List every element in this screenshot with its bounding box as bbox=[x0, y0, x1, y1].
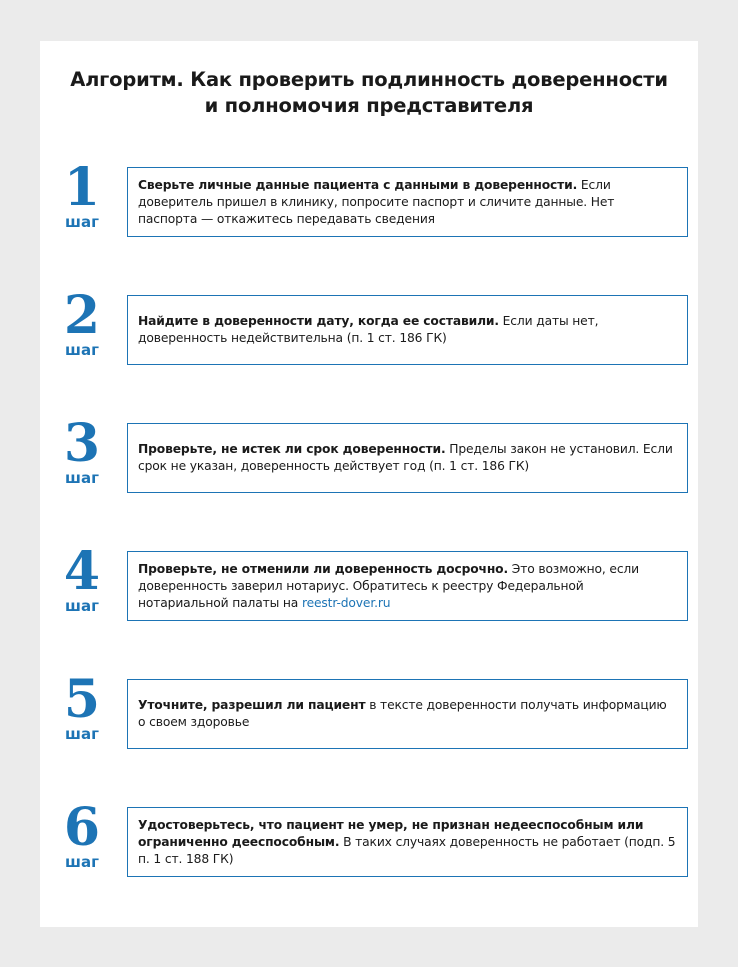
step-text bbox=[138, 817, 677, 868]
step-word: шаг bbox=[65, 853, 99, 871]
step-bold-text: Найдите в доверенности дату, когда ее составили. bbox=[138, 314, 499, 328]
step-4 bbox=[40, 541, 698, 623]
step-word: шаг bbox=[65, 725, 99, 743]
step-number: 4 bbox=[63, 541, 101, 602]
step-word: шаг bbox=[65, 469, 99, 487]
step-number: 1 bbox=[63, 157, 101, 218]
step-word: шаг bbox=[65, 341, 99, 359]
step-3 bbox=[40, 413, 698, 495]
step-bold-text: Проверьте, не отменили ли доверенность досрочно. bbox=[138, 561, 508, 576]
step-label bbox=[56, 797, 108, 871]
step-1 bbox=[40, 157, 698, 239]
step-box bbox=[127, 167, 688, 237]
title-line-1: Алгоритм. Как проверить подлинность доверенности bbox=[70, 68, 668, 91]
step-label bbox=[56, 285, 108, 359]
step-body-text: Если даты нет, доверенность недействительна (п. 1 ст. 186 ГК) bbox=[138, 314, 599, 345]
step-box bbox=[127, 423, 688, 493]
step-number: 5 bbox=[63, 669, 101, 730]
step-text bbox=[138, 441, 677, 475]
step-number: 6 bbox=[63, 797, 101, 858]
step-number: 3 bbox=[63, 413, 101, 474]
step-body-text: в тексте доверенности получать информацию о своем здоровье bbox=[138, 698, 667, 729]
step-2 bbox=[40, 285, 698, 367]
step-box bbox=[127, 295, 688, 365]
title-line-2: и полномочия представителя bbox=[204, 94, 534, 117]
step-word: шаг bbox=[65, 213, 99, 231]
step-label bbox=[56, 157, 108, 231]
step-body-text: В таких случаях доверенность не работает (подп. 5 п. 1 ст. 188 ГК) bbox=[138, 834, 676, 866]
step-6 bbox=[40, 797, 698, 879]
registry-link[interactable]: reestr-dover.ru bbox=[301, 595, 391, 610]
step-text bbox=[138, 697, 677, 731]
infographic-card bbox=[40, 41, 698, 927]
step-text bbox=[138, 313, 677, 347]
step-5 bbox=[40, 669, 698, 751]
step-bold-text: Уточните, разрешил ли пациент bbox=[138, 698, 366, 712]
step-text bbox=[138, 561, 677, 612]
step-body-text: Если доверитель пришел в клинику, попросите паспорт и сличите данные. Нет паспорта — откажитесь передавать сведения bbox=[138, 177, 615, 226]
step-number: 2 bbox=[63, 285, 101, 346]
step-bold-text: Удостоверьтесь, что пациент не умер, не признан недееспособным или ограниченно дееспособным. bbox=[138, 817, 644, 849]
step-label bbox=[56, 669, 108, 743]
step-body-text: Это возможно, если доверенность заверил нотариус. Обратитесь к реестру Федеральной нотариальной палаты на bbox=[138, 561, 639, 610]
step-bold-text: Проверьте, не истек ли срок доверенности. bbox=[138, 442, 446, 456]
step-label bbox=[56, 541, 108, 615]
step-text bbox=[138, 177, 677, 228]
page-title bbox=[40, 67, 698, 119]
step-box bbox=[127, 551, 688, 621]
step-word: шаг bbox=[65, 597, 99, 615]
step-bold-text: Сверьте личные данные пациента с данными в доверенности. bbox=[138, 177, 578, 192]
step-box bbox=[127, 807, 688, 877]
step-body-text: Пределы закон не установил. Если срок не указан, доверенность действует год (п. 1 ст. 186 ГК) bbox=[138, 442, 673, 473]
step-box bbox=[127, 679, 688, 749]
step-label bbox=[56, 413, 108, 487]
